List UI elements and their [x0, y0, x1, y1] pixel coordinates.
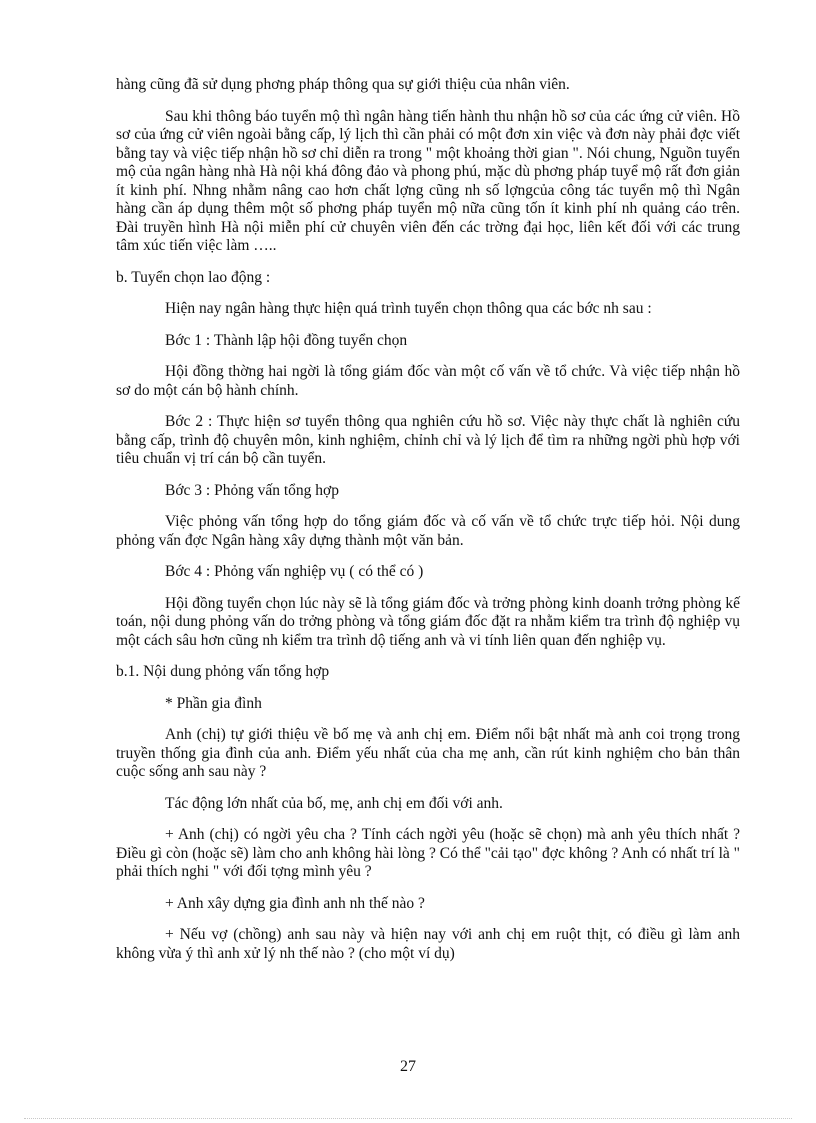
- question-partner: + Anh (chị) có ngời yêu cha ? Tính cách ngời yêu (hoặc sẽ chọn) mà anh yêu thích nhất ? Điều gì còn (hoặc sẽ) làm cho anh không hài lòng ? Có thể "cải tạo" đợc không ? Anh có nhất trí là " phải thích nghi " với đối tợng mình yêu ?: [116, 826, 740, 880]
- section-heading-selection: b. Tuyển chọn lao động :: [116, 268, 271, 286]
- step-1-heading: Bớc 1 : Thành lập hội đồng tuyển chọn: [165, 331, 408, 349]
- paragraph-family-influence: Tác động lớn nhất của bố, mẹ, anh chị em đối với anh.: [165, 794, 503, 812]
- paragraph-recruitment-process: Sau khi thông báo tuyển mộ thì ngân hàng tiến hành thu nhận hồ sơ của các ứng cử viên. Hồ sơ của ứng cử viên ngoài bằng cấp, lý lịch thì cần phải có một đơn xin việc và đơn này phải đợc viết bằng tay và việc tiếp nhận hồ sơ chỉ diễn ra trong " một khoảng thời gian ". Nói chung, Nguồn tuyển mộ của ngân hàng nhà Hà nội khá đông đảo và phong phú, mặc dù phơng pháp tuyể mộ rất đơn giản ít kinh phí. Nhng nhằm nâng cao hơn chất lợng cũng nh số lợngcủa công tác tuyển mộ thì Ngân hàng cần áp dụng thêm một số phơng pháp tuyển mộ nữa cũng tốn ít kinh phí nh quảng cáo trên. Đài truyền hình Hà nội miễn phí cử chuyên viên đến các trờng đại học, liên kết đối với các trung tâm xúc tiến việc làm …..: [116, 107, 740, 254]
- question-build-family: + Anh xây dựng gia đình anh nh thế nào ?: [165, 894, 425, 912]
- paragraph-step-1: Hội đồng thờng hai ngời là tổng giám đốc vàn một cố vấn về tổ chức. Và việc tiếp nhận hồ sơ do một cán bộ hành chính.: [116, 363, 740, 399]
- subheading-family: * Phần gia đình: [165, 694, 262, 712]
- paragraph-selection-intro: Hiện nay ngân hàng thực hiện quá trình tuyển chọn thông qua các bớc nh sau :: [165, 300, 652, 317]
- page-number: 27: [400, 1058, 416, 1075]
- paragraph-step-3: Việc phỏng vấn tổng hợp do tổng giám đốc và cố vấn về tổ chức trực tiếp hỏi. Nội dung phỏng vấn đợc Ngân hàng xây dựng thành một văn bản.: [116, 513, 740, 549]
- paragraph-step-2: Bớc 2 : Thực hiện sơ tuyển thông qua nghiên cứu hồ sơ. Việc này thực chất là nghiên cứu bằng cấp, trình độ chuyên môn, kinh nghiệm, chỉnh chỉ và lý lịch để tìm ra những ngời phù hợp với tiêu chuẩn vị trí cán bộ cần tuyển.: [116, 413, 740, 467]
- page-bottom-divider: [24, 1118, 792, 1119]
- step-4-heading: Bớc 4 : Phỏng vấn nghiệp vụ ( có thể có ): [165, 563, 424, 580]
- paragraph-step-4: Hội đồng tuyển chọn lúc này sẽ là tổng giám đốc và trởng phòng kinh doanh trởng phòng kế toán, nội dung phỏng vấn do trởng phòng và tổng giám đốc đặt ra nhằm kiểm tra trình độ nghiệp vụ một cách sâu hơn cũng nh kiểm tra trình dộ tiếng anh và vi tính liên quan đến nghiệp vụ.: [116, 594, 740, 649]
- question-spouse-siblings: + Nếu vợ (chồng) anh sau này và hiện nay với anh chị em ruột thịt, có điều gì làm anh không vừa ý thì anh xử lý nh thế nào ? (cho một ví dụ): [116, 926, 740, 962]
- section-heading-interview-content: b.1. Nội dung phỏng vấn tổng hợp: [116, 663, 330, 680]
- paragraph-intro-continuation: hàng cũng đã sử dụng phơng pháp thông qua sự giới thiệu của nhân viên.: [116, 76, 570, 93]
- step-3-heading: Bớc 3 : Phỏng vấn tổng hợp: [165, 481, 339, 499]
- page-body: [116, 76, 740, 976]
- paragraph-family-intro: Anh (chị) tự giới thiệu về bố mẹ và anh chị em. Điểm nổi bật nhất mà anh coi trọng trong truyền thống gia đình của anh. Điểm yếu nhất của cha mẹ anh, cần rút kinh nghiệm cho bản thân cuộc sống anh sau này ?: [116, 726, 740, 780]
